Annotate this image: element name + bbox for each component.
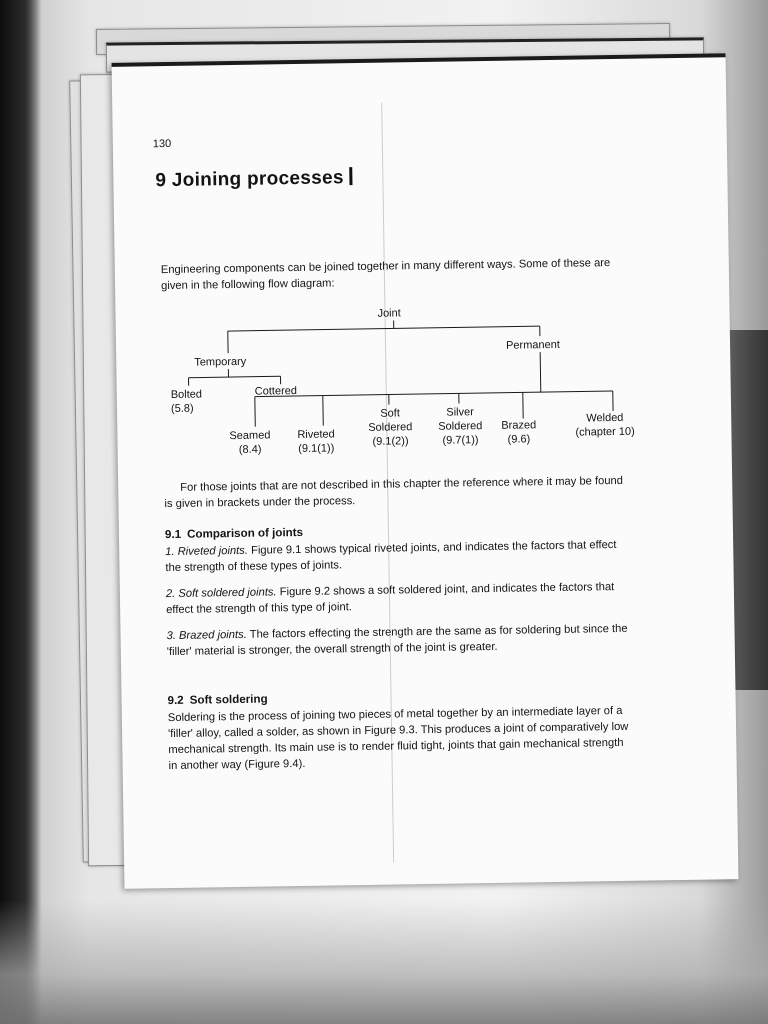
item-1-lead: 1. Riveted joints. [165,544,249,559]
joint-flow-diagram [161,299,644,472]
section-9-1-item-3 [166,621,632,660]
node-seamed-ref: (8.4) [238,443,262,456]
section-9-1-heading [165,526,303,541]
node-brazed [501,418,536,447]
node-welded-label: Welded [586,411,624,425]
node-seamed [229,428,270,457]
section-9-2-title: Soft soldering [189,692,268,707]
node-soft-soldered-label: Soft Soldered [368,407,413,434]
bottom-shadow [0,900,768,1024]
section-9-2-paragraph: Soldering is the process of joining two pieces of metal together by an intermediate layer of a 'filler' alloy, called a solder, as shown in Figure 9.3. This produces a joint of comparatively low mechanical strength. Its main use is to render fluid tight, joints that gain mechanical strength in another way (Figure 9.4). [167,704,629,773]
section-9-1-item-1 [165,537,631,576]
book-page [112,53,739,889]
connector-line [255,391,613,397]
section-9-1-title: Comparison of joints [186,525,304,541]
item-2-lead: 2. Soft soldered joints. [165,586,277,601]
node-soft-soldered [363,406,418,449]
node-riveted-ref: (9.1(1)) [298,442,335,455]
connector-line [189,376,281,377]
node-silver-soldered-label: Silver Soldered [438,406,483,433]
node-brazed-label: Brazed [501,419,537,432]
section-9-1-number: 9.1 [164,527,182,542]
section-9-2-heading [167,693,267,708]
node-welded [575,411,635,440]
node-cottered: Cottered [254,385,298,398]
node-bolted-ref: (5.8) [170,402,194,415]
item-3-text: The factors effecting the strength are the same as for soldering but since the 'filler' material is stronger, the overall strength of the joint is greater. [166,622,628,659]
connector-line [540,352,541,392]
chapter-title-text: 9 Joining processes [155,167,344,192]
connector-line [228,326,540,331]
item-2-text: Figure 9.2 shows a soft soldered joint, and indicates the factors that effect the strength of this type of joint. [166,581,615,617]
chapter-title [155,167,353,192]
node-riveted [297,427,335,456]
node-silver-soldered-ref: (9.7(1)) [442,434,479,447]
reference-note: For those joints that are not described in this chapter the reference where it may be found is given in brackets under the process. [164,474,624,511]
node-bolted-label: Bolted [170,388,203,401]
node-riveted-label: Riveted [297,428,335,441]
node-silver-soldered [429,405,492,448]
book-spine-shadow [0,0,42,1024]
section-9-1-item-2 [166,579,632,618]
node-soft-soldered-ref: (9.1(2)) [372,435,409,448]
node-permanent: Permanent [505,338,560,352]
intro-paragraph: Engineering components can be joined together in many different ways. Some of these are given in the following flow diagram: [160,257,611,293]
node-temporary: Temporary [194,355,247,369]
node-bolted [171,387,203,415]
node-welded-ref: (chapter 10) [575,425,635,439]
node-seamed-label: Seamed [229,429,271,443]
item-1-text: Figure 9.1 shows typical riveted joints, and indicates the factors that effect the strength of these types of joints. [165,539,617,575]
node-brazed-ref: (9.6) [507,433,531,446]
section-9-2-number: 9.2 [167,693,184,708]
node-joint: Joint [377,307,401,320]
page-number: 130 [152,137,172,151]
item-3-lead: 3. Brazed joints. [166,628,247,643]
title-bar-mark [350,167,353,185]
